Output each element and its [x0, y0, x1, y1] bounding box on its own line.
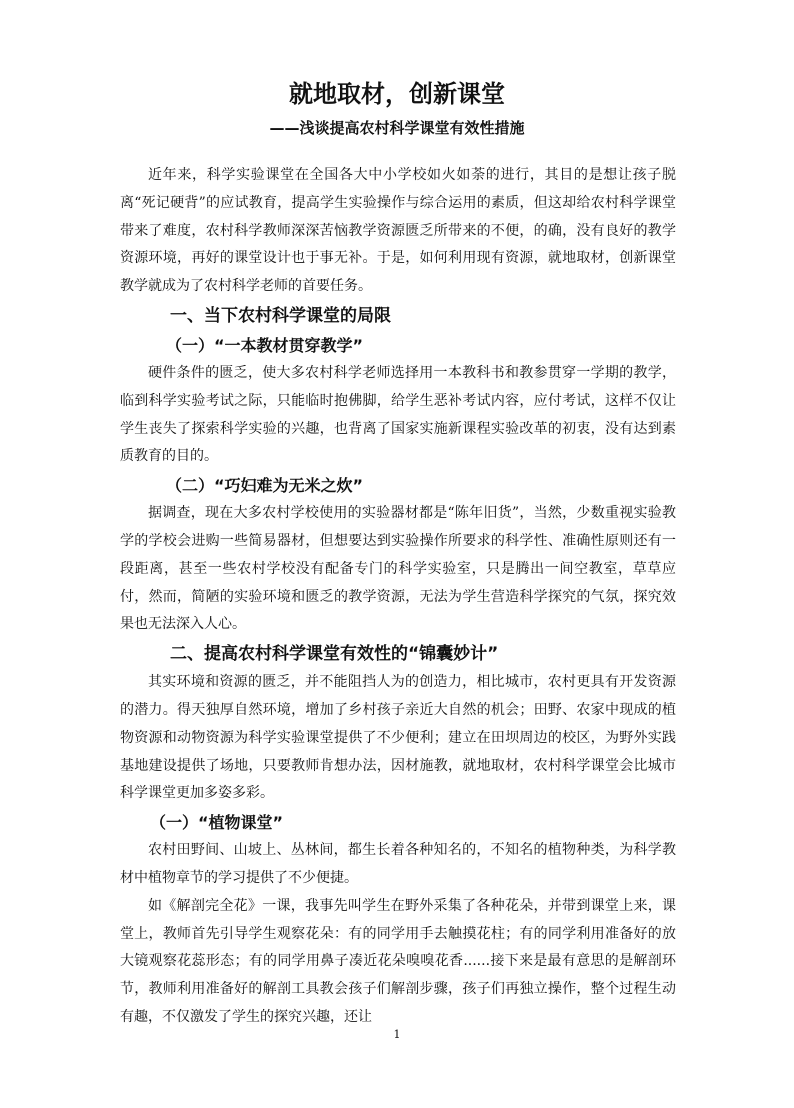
section-1-heading: 一、当下农村科学课堂的局限 — [170, 305, 391, 326]
section-1-2-heading: （二）“巧妇难为无米之炊” — [166, 476, 364, 496]
section-2-paragraph: 其实环境和资源的匮乏，并不能阻挡人为的创造力，相比城市，农村更具有开发资源的潜力。得天独厚自然环境，增加了乡村孩子亲近大自然的机会；田野、农家中现成的植物资源和动物资源为科学实验课堂提供了不少便利；建立在田坝周边的校区，为野外实践基地建设提供了场地，只要教师肯想办法，因材施教，就地取材，农村科学课堂会比城市科学课堂更加多姿多彩。 — [120, 674, 676, 802]
section-2-1-heading: （一）“植物课堂” — [150, 813, 284, 833]
section-1-1-heading: （一）“一本教材贯穿教学” — [166, 335, 364, 355]
intro-paragraph: 近年来，科学实验课堂在全国各大中小学校如火如荼的进行，其目的是想让孩子脱离“死记硬背”的应试教育，提高学生实验操作与综合运用的素质，但这却给农村科学课堂带来了难度，农村科学教师深深苦恼教学资源匮乏所带来的不便，的确，没有良好的教学资源环境，再好的课堂设计也于事无补。于是，如何利用现有资源，就地取材，创新课堂教学就成为了农村科学老师的首要任务。 — [120, 167, 676, 295]
section-1-1-paragraph: 硬件条件的匮乏，使大多农村科学老师选择用一本教科书和教参贯穿一学期的教学，临到科学实验考试之际，只能临时抱佛脚，给学生恶补考试内容，应付考试，这样不仅让学生丧失了探索科学实验的兴趣，也背离了国家实施新课程实验改革的初衷，没有达到素质教育的目的。 — [120, 364, 676, 465]
page-number: 1 — [393, 1028, 401, 1041]
section-2-heading: 二、提高农村科学课堂有效性的“锦囊妙计” — [170, 644, 499, 665]
document-subtitle: ——浅谈提高农村科学课堂有效性措施 — [269, 119, 525, 137]
section-2-1-paragraph-1: 农村田野间、山坡上、丛林间，都生长着各种知名的，不知名的植物种类，为科学教材中植物章节的学习提供了不少便捷。 — [120, 842, 676, 886]
section-1-2-paragraph: 据调查，现在大多农村学校使用的实验器材都是“陈年旧货”，当然，少数重视实验教学的学校会进购一些简易器材，但想要达到实验操作所要求的科学性、准确性原则还有一段距离，甚至一些农村学校没有配备专门的科学实验室，只是腾出一间空教室，草草应付，然而，简陋的实验环境和匮乏的教学资源，无法为学生营造科学探究的气氛，探究效果也无法深入人心。 — [120, 505, 676, 633]
document-title: 就地取材，创新课堂 — [289, 80, 505, 108]
document-body — [120, 162, 676, 1032]
section-2-1-paragraph-2: 如《解剖完全花》一课，我事先叫学生在野外采集了各种花朵，并带到课堂上来，课堂上，教师首先引导学生观察花朵：有的同学用手去触摸花柱；有的同学利用准备好的放大镜观察花蕊形态；有的同学用鼻子凑近花朵嗅嗅花香......接下来是最有意思的是解剖环节，教师利用准备好的解剖工具教会孩子们解剖步骤，孩子们再独立操作，整个过程生动有趣，不仅激发了学生的探究兴趣，还让 — [120, 897, 676, 1025]
